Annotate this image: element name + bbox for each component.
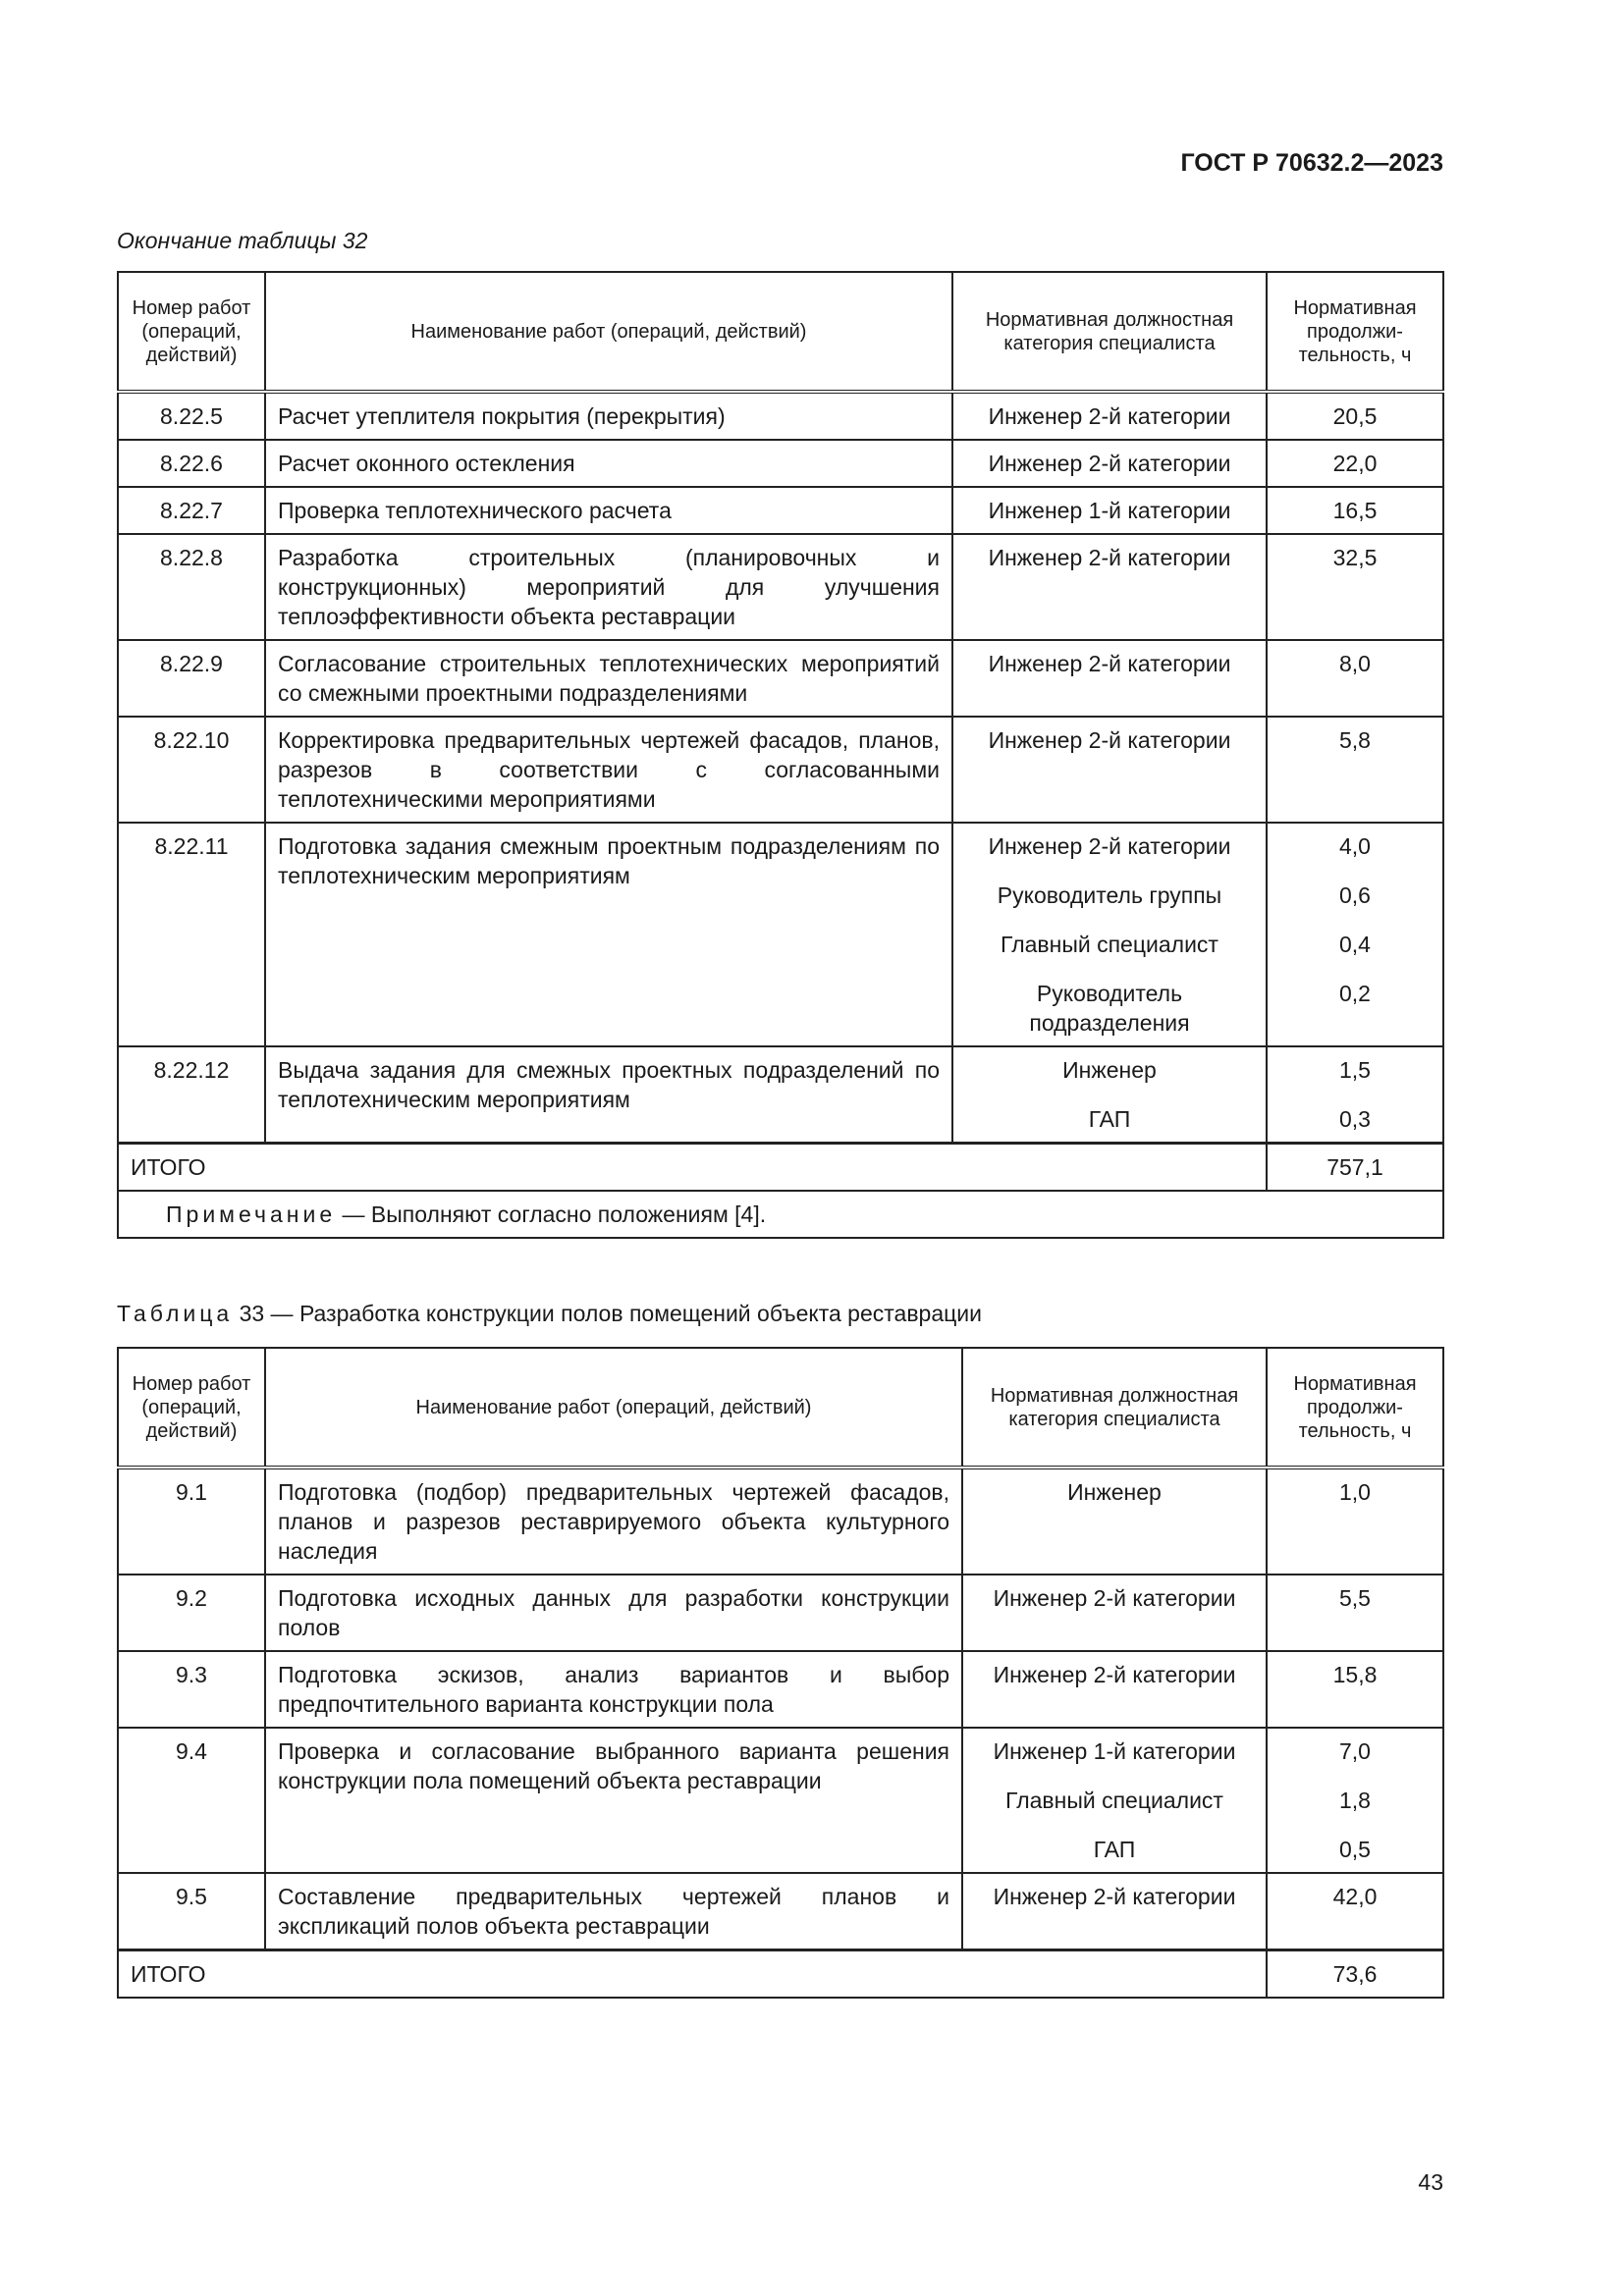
role-entry: Главный специалист [1001,932,1218,957]
specialist-category [952,534,1267,640]
col-header-name: Наименование работ (операций, действий) [265,272,952,392]
work-number: 8.22.12 [118,1046,265,1144]
hours-entry: 7,0 [1339,1738,1371,1764]
hours-entry: 0,6 [1339,882,1371,908]
hours-entry: 0,4 [1339,932,1371,957]
note-label: Примечание [166,1201,337,1227]
specialist-category [952,1046,1267,1144]
work-number: 9.2 [118,1575,265,1651]
hours-entry: 32,5 [1332,545,1378,570]
col-header-category: Нормативная должностная категория специалиста [952,272,1267,392]
role-entry: Руководитель группы [997,882,1222,908]
specialist-category [952,717,1267,823]
role-entry: Инженер [1067,1479,1162,1505]
hours-entry: 5,8 [1339,727,1371,753]
role-entry: Главный специалист [1005,1788,1223,1813]
role-entry: Инженер 2-й категории [988,451,1231,476]
work-number: 8.22.10 [118,717,265,823]
work-name: Подготовка эскизов, анализ вариантов и выбор предпочтительного варианта конструкции пола [265,1651,962,1728]
work-name: Разработка строительных (планировочных и конструкционных) мероприятий для улучшения теплоэффективности объекта реставрации [265,534,952,640]
role-entry: Инженер 1-й категории [988,498,1231,523]
hours-entry: 5,5 [1339,1585,1371,1611]
col-header-number: Номер работ (операций, действий) [118,1348,265,1468]
work-number: 9.5 [118,1873,265,1950]
specialist-category [952,823,1267,1046]
hours-entry: 22,0 [1332,451,1378,476]
work-name: Расчет утеплителя покрытия (перекрытия) [265,392,952,440]
total-row [118,1950,1443,1999]
hours-entry: 1,8 [1339,1788,1371,1813]
total-value: 73,6 [1267,1950,1443,1999]
work-number: 8.22.9 [118,640,265,717]
role-entry: Инженер 2-й категории [993,1662,1236,1687]
role-entry: Руководитель подразделения [1029,981,1190,1036]
specialist-category [952,487,1267,534]
specialist-category [952,640,1267,717]
table-33 [117,1347,1444,1999]
table-row [118,1046,1443,1144]
specialist-category [962,1575,1267,1651]
note [118,1191,1443,1238]
hours-entry: 1,5 [1339,1057,1371,1083]
role-entry: Инженер 2-й категории [988,833,1231,859]
hours-entry: 20,5 [1332,403,1378,429]
duration-hours [1267,1651,1443,1728]
work-name: Корректировка предварительных чертежей фасадов, планов, разрезов в соответствии с согласованными теплотехническими мероприятиями [265,717,952,823]
work-number: 8.22.11 [118,823,265,1046]
hours-entry: 42,0 [1332,1884,1378,1909]
work-number: 9.1 [118,1468,265,1575]
table-32 [117,271,1444,1239]
role-entry: Инженер 2-й категории [993,1585,1236,1611]
table-row [118,640,1443,717]
work-name: Подготовка исходных данных для разработки конструкции полов [265,1575,962,1651]
table-header-row [118,272,1443,392]
table-row [118,487,1443,534]
total-row [118,1144,1443,1192]
table-row [118,823,1443,1046]
table-33-caption [117,1301,982,1327]
role-entry: Инженер 2-й категории [988,651,1231,676]
work-name: Подготовка задания смежным проектным подразделениям по теплотехническим мероприятиям [265,823,952,1046]
work-name: Проверка и согласование выбранного варианта решения конструкции пола помещений объекта реставрации [265,1728,962,1873]
total-value: 757,1 [1267,1144,1443,1192]
duration-hours [1267,1468,1443,1575]
duration-hours [1267,640,1443,717]
work-number: 9.4 [118,1728,265,1873]
table-33-caption-text: 33 — Разработка конструкции полов помещений объекта реставрации [233,1301,983,1326]
hours-entry: 0,3 [1339,1106,1371,1132]
work-name: Выдача задания для смежных проектных подразделений по теплотехническим мероприятиям [265,1046,952,1144]
work-name: Проверка теплотехнического расчета [265,487,952,534]
work-name: Расчет оконного остекления [265,440,952,487]
duration-hours [1267,440,1443,487]
duration-hours [1267,1728,1443,1873]
page-number: 43 [1418,2169,1443,2195]
col-header-number: Номер работ (операций, действий) [118,272,265,392]
duration-hours [1267,1046,1443,1144]
duration-hours [1267,534,1443,640]
work-number: 8.22.6 [118,440,265,487]
hours-entry: 4,0 [1339,833,1371,859]
role-entry: Инженер 2-й категории [988,545,1231,570]
table-row [118,440,1443,487]
hours-entry: 0,2 [1339,981,1371,1006]
table-row [118,1651,1443,1728]
table-33-caption-prefix: Таблица [117,1301,234,1326]
work-name: Подготовка (подбор) предварительных чертежей фасадов, планов и разрезов реставрируемого объекта культурного наследия [265,1468,962,1575]
specialist-category [962,1873,1267,1950]
hours-entry: 8,0 [1339,651,1371,676]
hours-entry: 0,5 [1339,1837,1371,1862]
table-header-row [118,1348,1443,1468]
duration-hours [1267,823,1443,1046]
role-entry: Инженер 2-й категории [988,403,1231,429]
work-number: 8.22.8 [118,534,265,640]
specialist-category [952,440,1267,487]
specialist-category [962,1651,1267,1728]
table-row [118,1575,1443,1651]
table-row [118,392,1443,440]
role-entry: Инженер [1062,1057,1157,1083]
work-number: 9.3 [118,1651,265,1728]
note-row [118,1191,1443,1238]
hours-entry: 15,8 [1332,1662,1378,1687]
duration-hours [1267,392,1443,440]
role-entry: ГАП [1088,1106,1131,1132]
col-header-duration: Нормативная продолжительность, ч [1267,272,1443,392]
role-entry: Инженер 1-й категории [993,1738,1236,1764]
work-number: 8.22.7 [118,487,265,534]
col-header-category: Нормативная должностная категория специалиста [962,1348,1267,1468]
standard-designation: ГОСТ Р 70632.2—2023 [1180,149,1443,177]
duration-hours [1267,717,1443,823]
table-row [118,1468,1443,1575]
specialist-category [962,1728,1267,1873]
col-header-name: Наименование работ (операций, действий) [265,1348,962,1468]
work-name: Составление предварительных чертежей планов и экспликаций полов объекта реставрации [265,1873,962,1950]
hours-entry: 1,0 [1339,1479,1371,1505]
work-name: Согласование строительных теплотехнических мероприятий со смежными проектными подразделениями [265,640,952,717]
table-row [118,1728,1443,1873]
table-32-caption: Окончание таблицы 32 [117,228,368,253]
role-entry: Инженер 2-й категории [988,727,1231,753]
note-text: — Выполняют согласно положениям [4]. [336,1201,767,1227]
duration-hours [1267,1873,1443,1950]
hours-entry: 16,5 [1332,498,1378,523]
table-row [118,534,1443,640]
duration-hours [1267,487,1443,534]
role-entry: ГАП [1093,1837,1136,1862]
col-header-duration: Нормативная продолжительность, ч [1267,1348,1443,1468]
specialist-category [952,392,1267,440]
work-number: 8.22.5 [118,392,265,440]
role-entry: Инженер 2-й категории [993,1884,1236,1909]
total-label: ИТОГО [118,1950,1267,1999]
specialist-category [962,1468,1267,1575]
table-row [118,1873,1443,1950]
duration-hours [1267,1575,1443,1651]
table-row [118,717,1443,823]
total-label: ИТОГО [118,1144,1267,1192]
